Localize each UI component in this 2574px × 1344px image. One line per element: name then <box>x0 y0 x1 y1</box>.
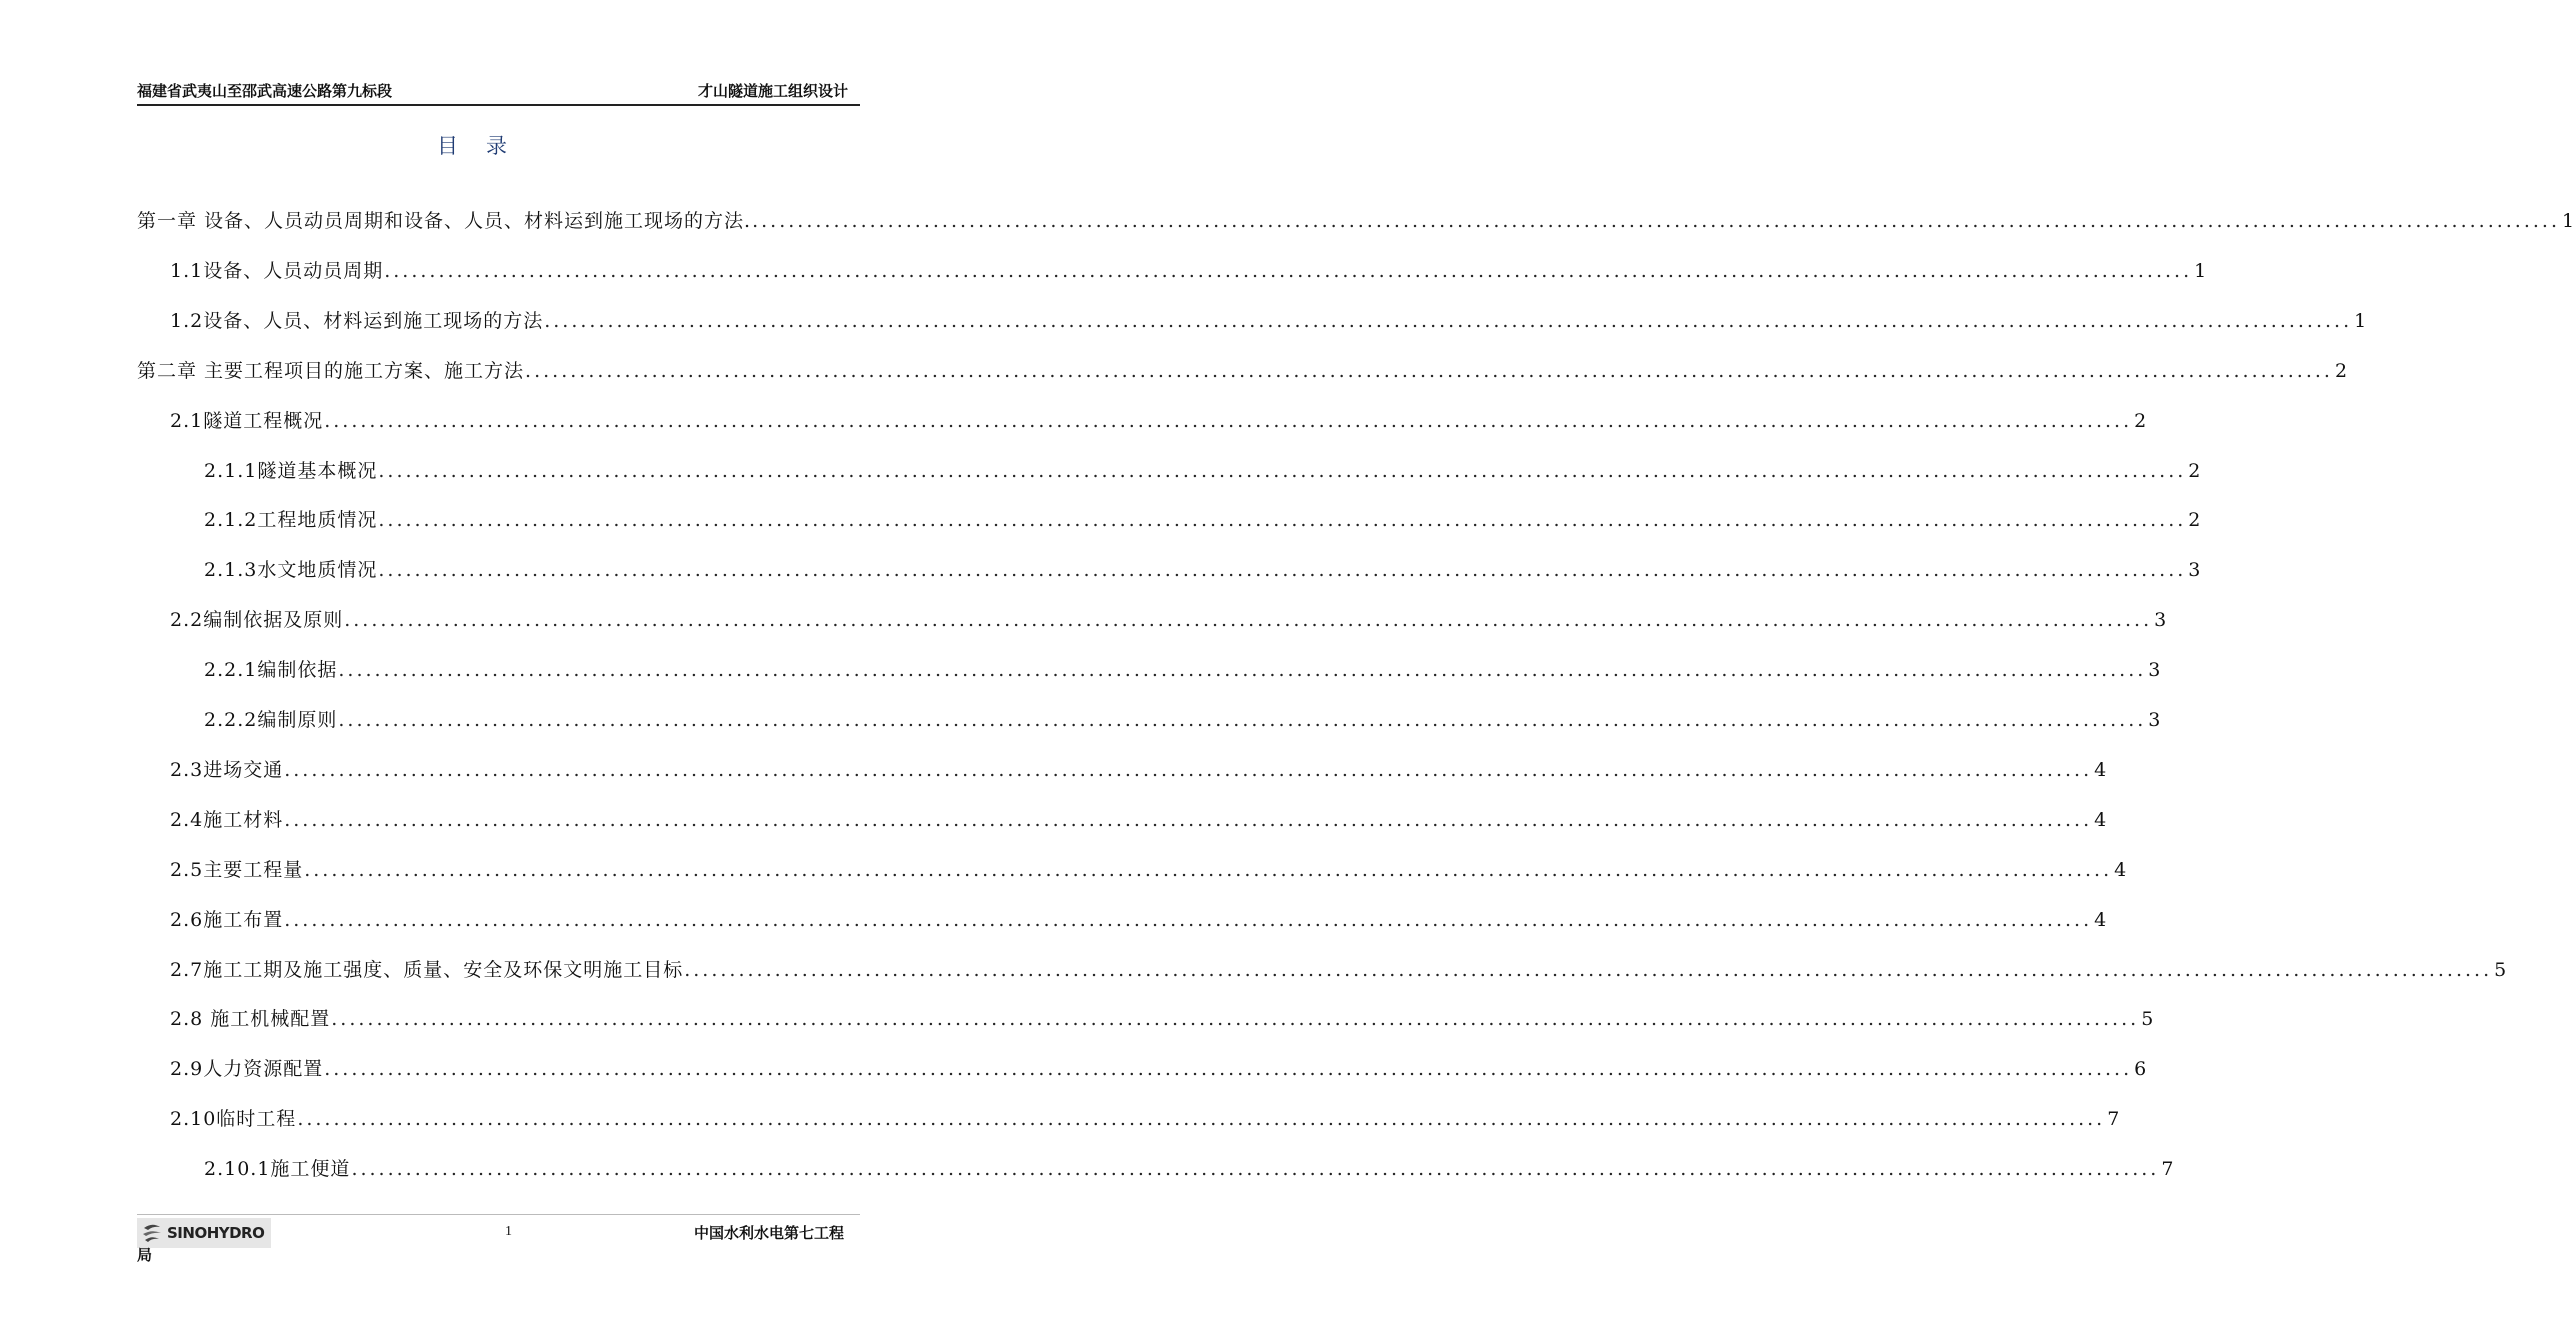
toc-leader-dots: ........................................................................................................................................................................................................ <box>284 909 2093 931</box>
toc-leader-dots: ........................................................................................................................................................................................................ <box>344 609 2153 631</box>
toc-entry[interactable] <box>204 707 2161 733</box>
toc-entry[interactable] <box>170 408 2147 434</box>
toc-entry[interactable] <box>204 507 2201 533</box>
sinohydro-logo <box>137 1218 271 1248</box>
toc-leader-dots: ........................................................................................................................................................................................................ <box>331 1008 2140 1030</box>
toc-entry-page: 3 <box>2188 559 2201 581</box>
toc-leader-dots: ........................................................................................................................................................................................................ <box>384 260 2193 282</box>
toc-leader-dots: ........................................................................................................................................................................................................ <box>525 360 2333 382</box>
footer-organization: 中国水利水电第七工程 <box>693 1224 844 1242</box>
toc-entry-label: 第一章 设备、人员动员周期和设备、人员、材料运到施工现场的方法. <box>137 210 752 232</box>
toc-title: 目录 <box>437 134 535 158</box>
toc-entry[interactable] <box>204 557 2201 583</box>
toc-entry-page: 2 <box>2134 410 2147 432</box>
toc-leader-dots: ........................................................................................................................................................................................................ <box>378 559 2187 581</box>
header-document-title: 才山隧道施工组织设计 <box>697 82 848 100</box>
toc-entry-label: 2.9人力资源配置 <box>170 1058 324 1080</box>
toc-entry-page: 3 <box>2148 709 2161 731</box>
toc-entry[interactable] <box>170 1056 2147 1082</box>
toc-entry[interactable] <box>170 757 2107 783</box>
toc-entry[interactable] <box>170 907 2107 933</box>
toc-leader-dots: ........................................................................................................................................................................................................ <box>297 1108 2106 1130</box>
toc-entry-page: 7 <box>2161 1158 2174 1180</box>
toc-entry-label: 1.2设备、人员、材料运到施工现场的方法 <box>170 310 544 332</box>
toc-entry-label: 1.1设备、人员动员周期 <box>170 260 384 282</box>
toc-entry-page: 2 <box>2334 360 2348 382</box>
toc-leader-dots: ........................................................................................................................................................................................................ <box>351 1158 2160 1180</box>
toc-leader-dots: ........................................................................................................................................................................................................ <box>378 509 2187 531</box>
toc-entry-label: 2.3进场交通 <box>170 759 284 781</box>
toc-entry-label: 2.10临时工程 <box>170 1108 297 1130</box>
toc-entry-page: 4 <box>2114 859 2127 881</box>
page-number: 1 <box>505 1224 512 1239</box>
toc-entry-label: 2.2编制依据及原则 <box>170 609 344 631</box>
toc-entry-label: 2.1隧道工程概况 <box>170 410 324 432</box>
toc-entry[interactable] <box>170 857 2127 883</box>
toc-entry[interactable] <box>204 1156 2174 1182</box>
toc-entry[interactable] <box>170 258 2207 284</box>
toc-entry-label: 2.6施工布置 <box>170 909 284 931</box>
toc-entry-page: 7 <box>2107 1108 2120 1130</box>
toc-entry-label: 2.1.2工程地质情况 <box>204 509 378 531</box>
toc-entry-page: 6 <box>2134 1058 2147 1080</box>
toc-entry[interactable] <box>170 807 2107 833</box>
toc-entry-label: 2.8 施工机械配置 <box>170 1008 331 1030</box>
toc-entry-page: 4 <box>2094 759 2107 781</box>
toc-entry-label: 2.2.2编制原则 <box>204 709 338 731</box>
toc-entry-label: 2.7施工工期及施工强度、质量、安全及环保文明施工目标 <box>170 959 684 981</box>
toc-leader-dots: ........................................................................................................................................................................................................ <box>324 410 2133 432</box>
toc-entry[interactable] <box>204 458 2201 484</box>
toc-leader-dots: ........................................................................................................................................................................................................ <box>338 709 2147 731</box>
toc-entry-page: 1 <box>2562 210 2574 232</box>
toc-leader-dots: ........................................................................................................................................................................................................ <box>338 659 2147 681</box>
toc-entry-page: 1 <box>2354 310 2367 332</box>
toc-entry[interactable] <box>170 607 2167 633</box>
toc-entry-label: 2.4施工材料 <box>170 809 284 831</box>
toc-entry-page: 2 <box>2188 509 2201 531</box>
toc-entry-page: 2 <box>2188 460 2201 482</box>
toc-leader-dots: ........................................................................................................................................................................................................ <box>544 310 2353 332</box>
toc-entry-label: 2.10.1施工便道 <box>204 1158 351 1180</box>
toc-entry-label: 2.5主要工程量 <box>170 859 304 881</box>
toc-entry-page: 5 <box>2494 959 2507 981</box>
toc-entry-label: 2.2.1编制依据 <box>204 659 338 681</box>
toc-leader-dots: ........................................................................................................................................................................................................ <box>304 859 2113 881</box>
header-project-name: 福建省武夷山至邵武高速公路第九标段 <box>137 82 393 100</box>
toc-entry-page: 3 <box>2148 659 2161 681</box>
toc-entry[interactable] <box>137 208 2574 234</box>
toc-entry[interactable] <box>170 1006 2154 1032</box>
toc-leader-dots: ........................................................................................................................................................................................................ <box>284 809 2093 831</box>
toc-leader-dots: ........................................................................................................................................................................................................ <box>284 759 2093 781</box>
toc-entry-page: 4 <box>2094 809 2107 831</box>
toc-leader-dots: ........................................................................................................................................................................................................ <box>378 460 2187 482</box>
toc-entry-page: 5 <box>2141 1008 2154 1030</box>
running-header <box>137 78 860 106</box>
footer-divider <box>137 1214 860 1215</box>
toc-entry-label: 第二章 主要工程项目的施工方案、施工方法 <box>137 360 525 382</box>
toc-leader-dots: ........................................................................................................................................................................................................ <box>324 1058 2133 1080</box>
toc-entry-page: 1 <box>2194 260 2207 282</box>
logo-wordmark: SINOHYDRO <box>167 1224 265 1242</box>
toc-entry[interactable] <box>170 957 2507 983</box>
toc-leader-dots: ........................................................................................................................................................................................................ <box>684 959 2493 981</box>
toc-entry[interactable] <box>137 358 2348 384</box>
toc-entry-page: 3 <box>2154 609 2167 631</box>
footer-organization-continued: 局 <box>137 1246 153 1264</box>
toc-entry[interactable] <box>204 657 2161 683</box>
toc-leader-dots: ........................................................................................................................................................................................................ <box>752 210 2561 232</box>
toc-entry[interactable] <box>170 1106 2120 1132</box>
toc-entry-page: 4 <box>2094 909 2107 931</box>
toc-entry-label: 2.1.3水文地质情况 <box>204 559 378 581</box>
toc-entry-label: 2.1.1隧道基本概况 <box>204 460 378 482</box>
toc-entry[interactable] <box>170 308 2367 334</box>
